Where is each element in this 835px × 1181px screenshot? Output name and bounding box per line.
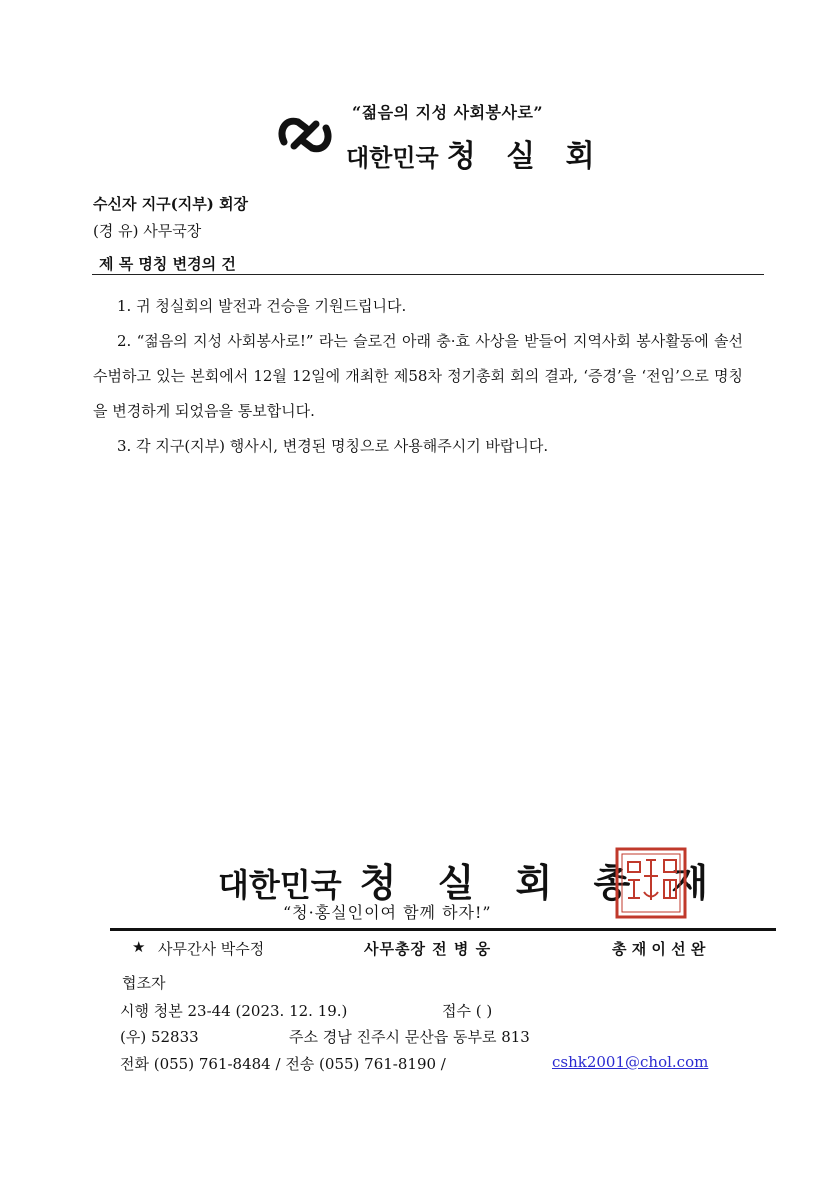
president-signature: 총 재 이 선 완 [612, 940, 706, 958]
postal-code: (우) 52833 [120, 1028, 199, 1046]
org-prefix: 대한민국 [346, 143, 439, 172]
receipt-field: 접수 ( ) [442, 1002, 493, 1020]
phone-fax: 전화 (055) 761-8484 / 전송 (055) 761-8190 / [120, 1055, 446, 1073]
staff-signature: 사무간사 박수정 [158, 940, 265, 958]
subject-divider [92, 274, 764, 275]
email-link[interactable]: cshk2001@chol.com [552, 1053, 709, 1071]
body-paragraph-3: 3. 각 지구(지부) 행사시, 변경된 명칭으로 사용해주시기 바랍니다. [117, 437, 549, 455]
slogan: “젊음의 지성 사회봉사로” [352, 103, 544, 122]
motto: “청·홍실인이여 함께 하자!” [283, 903, 492, 922]
body-paragraph-2: 2. “젊음의 지성 사회봉사로!” 라는 슬로건 아래 충·효 사상을 받들어 지역사회 봉사활동에 솔선수범하고 있는 본회에서 12월 12일에 개최한 제58차 정기총회 회의 결과, ‘증경’을 ‘전임’으로 명칭을 변경하게 되었음을 통보합니다. [93, 332, 743, 420]
via-line: (경 유) 사무국장 [93, 222, 202, 240]
org-title [346, 131, 605, 175]
footer-divider [110, 928, 776, 931]
subject-line: 제 목 명칭 변경의 건 [99, 255, 236, 273]
footer-org-prefix: 대한민국 [218, 866, 342, 904]
chungsilhoe-logo-icon [276, 112, 334, 158]
body-paragraph-1: 1. 귀 청실회의 발전과 건승을 기원드립니다. [117, 297, 407, 315]
star-icon: ★ [132, 938, 146, 956]
cooperator-label: 협조자 [122, 974, 166, 992]
official-seal-icon [614, 846, 688, 920]
issue-number: 시행 청본 23-44 (2023. 12. 19.) [120, 1002, 348, 1020]
address: 주소 경남 진주시 문산읍 동부로 813 [289, 1028, 530, 1046]
footer-org-name: 청 실 회 총 재 [359, 860, 723, 905]
recipient-line: 수신자 지구(지부) 회장 [93, 195, 249, 213]
document-body [93, 289, 743, 464]
secretary-general-signature: 사무총장 전 병 웅 [364, 940, 492, 958]
org-name: 청 실 회 [446, 139, 605, 174]
